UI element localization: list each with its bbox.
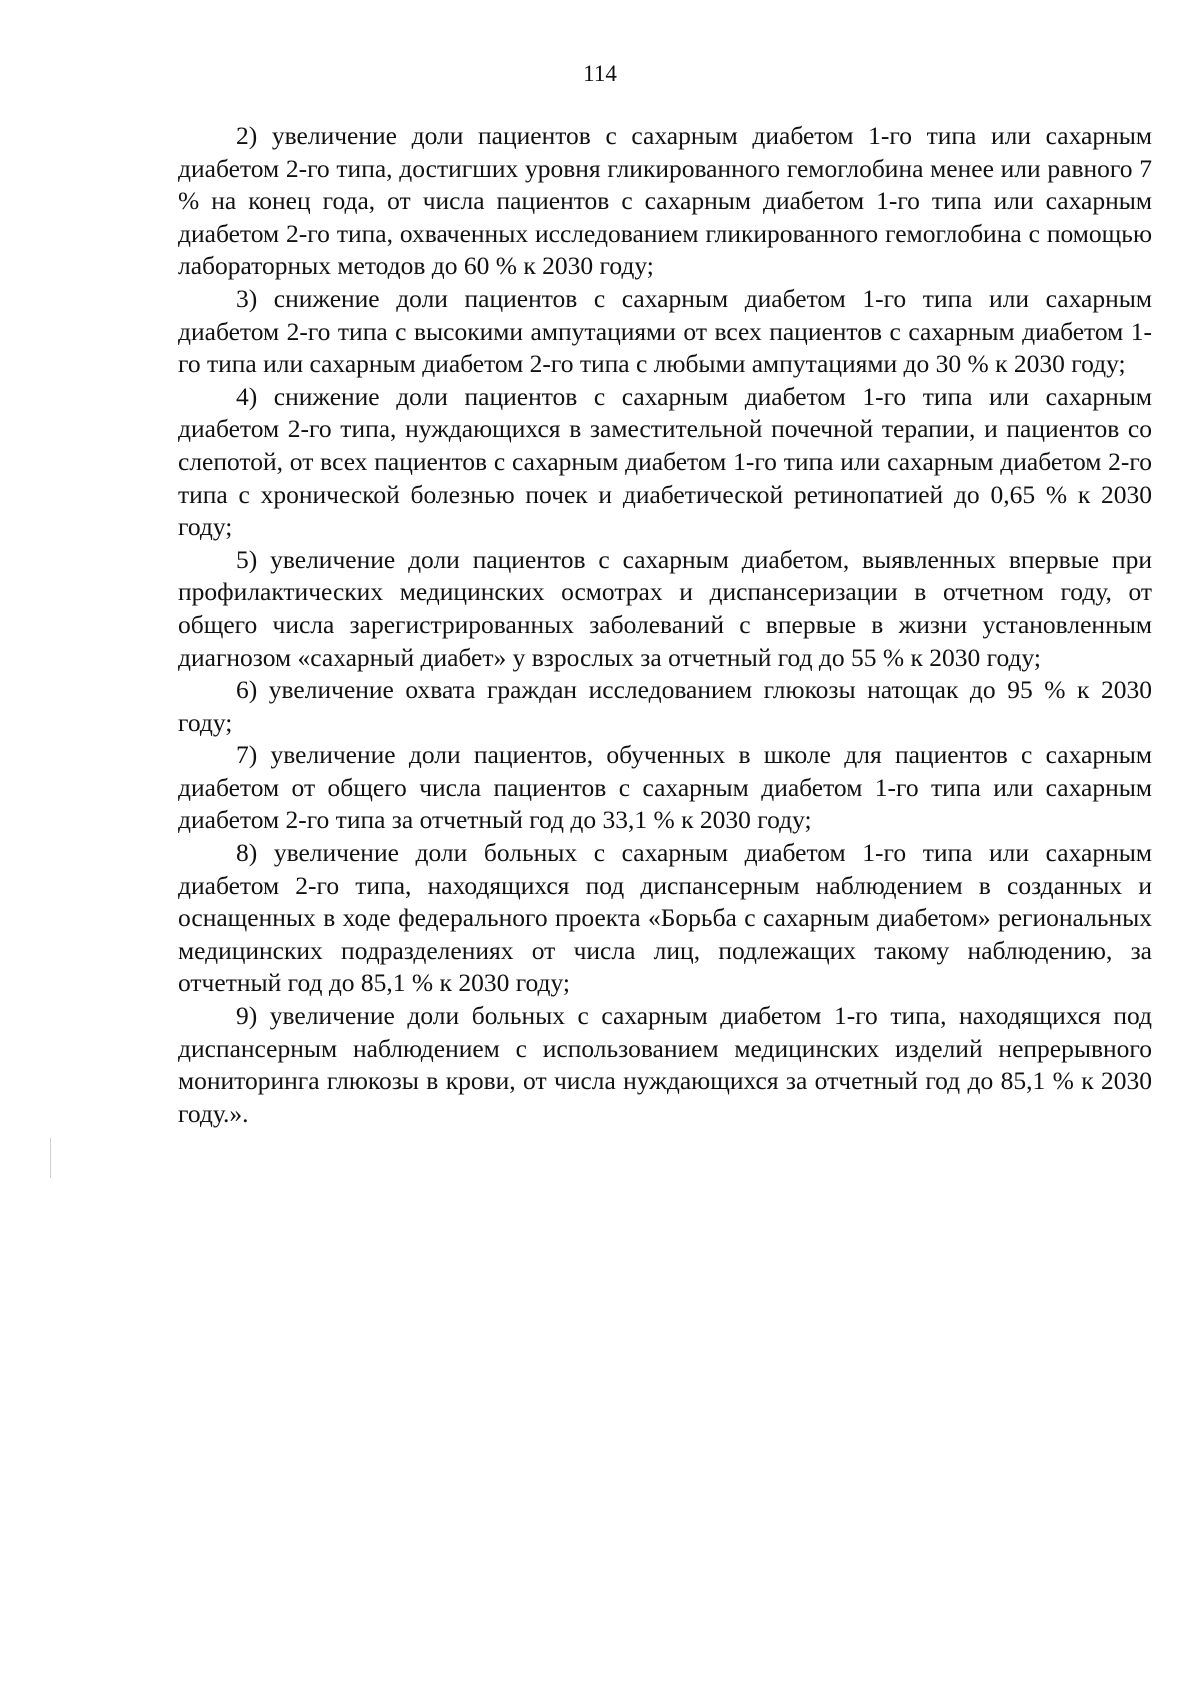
list-item-7: 7) увеличение доли пациентов, обученных в школе для пациентов с сахарным диабетом от общего числа пациентов с сахарным диабетом 1-го типа или сахарным диабетом 2-го типа за отчетный год до 33,1 % к 2030 году; (178, 740, 1152, 835)
document-body (178, 120, 1152, 1130)
list-item-5: 5) увеличение доли пациентов с сахарным диабетом, выявленных впервые при профилактических медицинских осмотрах и диспансеризации в отчетном году, от общего числа зарегистрированных заболеваний с впервые в жизни установленным диагнозом «сахарный диабет» у взрослых за отчетный год до 55 % к 2030 году; (178, 544, 1152, 672)
list-item-3: 3) снижение доли пациентов с сахарным диабетом 1-го типа или сахарным диабетом 2-го типа с высокими ампутациями от всех пациентов с сахарным диабетом 1-го типа или сахарным диабетом 2-го типа с любыми ампутациями до 30 % к 2030 году; (178, 283, 1152, 379)
list-item-8: 8) увеличение доли больных с сахарным диабетом 1-го типа или сахарным диабетом 2-го типа, находящихся под диспансерным наблюдением в созданных и оснащенных в ходе федерального проекта «Борьба с сахарным диабетом» региональных медицинских подразделениях от числа лиц, подлежащих такому наблюдению, за отчетный год до 85,1 % к 2030 году; (178, 838, 1152, 998)
scan-margin-mark (50, 1138, 51, 1178)
list-item-6: 6) увеличение охвата граждан исследованием глюкозы натощак до 95 % к 2030 году; (178, 675, 1152, 737)
list-item-2: 2) увеличение доли пациентов с сахарным диабетом 1-го типа или сахарным диабетом 2-го типа, достигших уровня гликированного гемоглобина менее или равного 7 % на конец года, от числа пациентов с сахарным диабетом 1-го типа или сахарным диабетом 2-го типа, охваченных исследованием гликированного гемоглобина с помощью лабораторных методов до 60 % к 2030 году; (178, 121, 1152, 281)
page-number: 114 (583, 61, 617, 86)
list-item-4: 4) снижение доли пациентов с сахарным диабетом 1-го типа или сахарным диабетом 2-го типа, нуждающихся в заместительной почечной терапии, и пациентов со слепотой, от всех пациентов с сахарным диабетом 1-го типа или сахарным диабетом 2-го типа с хронической болезнью почек и диабетической ретинопатией до 0,65 % к 2030 году; (178, 381, 1152, 542)
list-item-9: 9) увеличение доли больных с сахарным диабетом 1-го типа, находящихся под диспансерным наблюдением с использованием медицинских изделий непрерывного мониторинга глюкозы в крови, от числа нуждающихся за отчетный год до 85,1 % к 2030 году.». (178, 1001, 1152, 1128)
